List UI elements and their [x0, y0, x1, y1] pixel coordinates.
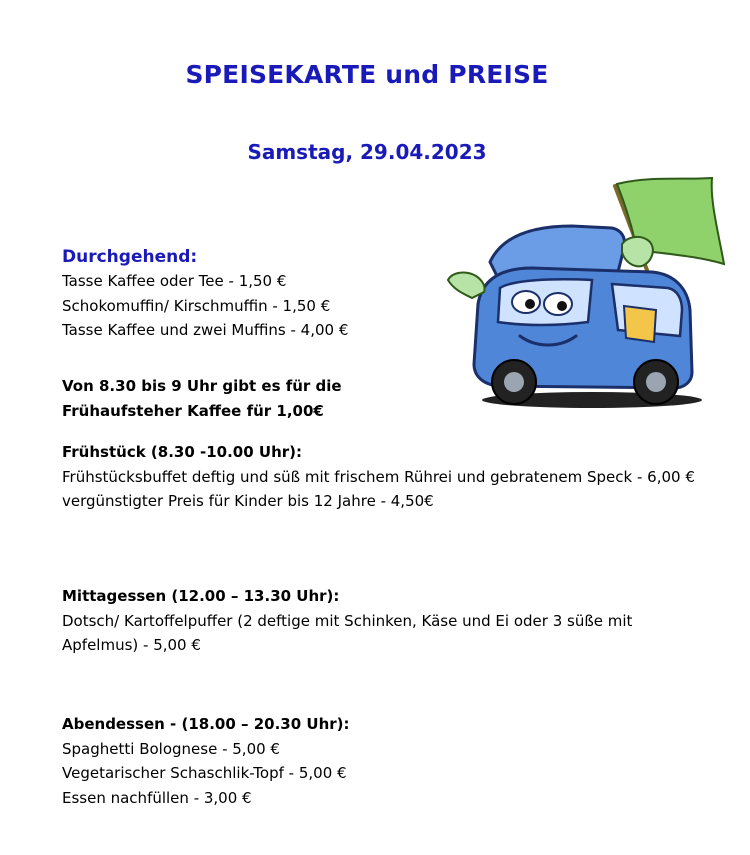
durchgehend-item: Tasse Kaffee und zwei Muffins - 4,00 € [62, 321, 349, 339]
durchgehend-item: Schokomuffin/ Kirschmuffin - 1,50 € [62, 296, 331, 315]
abendessen-item: Spaghetti Bolognese - 5,00 € [62, 739, 280, 758]
early-coffee-line: Von 8.30 bis 9 Uhr gibt es für die [62, 377, 342, 395]
section-fruehstueck [62, 440, 702, 514]
early-coffee-line: Frühaufsteher Kaffee für 1,00€ [62, 401, 324, 420]
camper-van-illustration [442, 176, 732, 410]
abendessen-item: Vegetarischer Schaschlik-Topf - 5,00 € [62, 764, 347, 782]
right-pupil [557, 301, 567, 311]
front-hubcap [504, 372, 524, 392]
yellow-door-panel [624, 306, 656, 342]
left-pupil [525, 299, 535, 309]
holding-hand-icon [622, 237, 653, 266]
durchgehend-item: Tasse Kaffee oder Tee - 1,50 € [62, 272, 287, 290]
durchgehend-heading: Durchgehend: [62, 247, 198, 267]
menu-date: Samstag, 29.04.2023 [247, 140, 487, 164]
waving-hand-icon [448, 273, 485, 298]
mittagessen-heading: Mittagessen (12.00 – 13.30 Uhr): [62, 587, 340, 605]
section-abendessen [62, 712, 722, 810]
mittagessen-item: Dotsch/ Kartoffelpuffer (2 deftige mit Schinken, Käse und Ei oder 3 süße mit Apfelmus) - 5,00 € [62, 611, 633, 654]
fruehstueck-item: vergünstigter Preis für Kinder bis 12 Jahre - 4,50€ [62, 492, 434, 510]
abendessen-item: Essen nachfüllen - 3,00 € [62, 788, 252, 807]
rear-hubcap [646, 372, 666, 392]
fruehstueck-item: Frühstücksbuffet deftig und süß mit frischem Rührei und gebratenem Speck - 6,00 € [62, 467, 695, 486]
menu-title: SPEISEKARTE und PREISE [185, 60, 549, 89]
abendessen-heading: Abendessen - (18.00 – 20.30 Uhr): [62, 715, 350, 733]
section-mittagessen [62, 584, 702, 658]
fruehstueck-heading: Frühstück (8.30 -10.00 Uhr): [62, 443, 302, 461]
